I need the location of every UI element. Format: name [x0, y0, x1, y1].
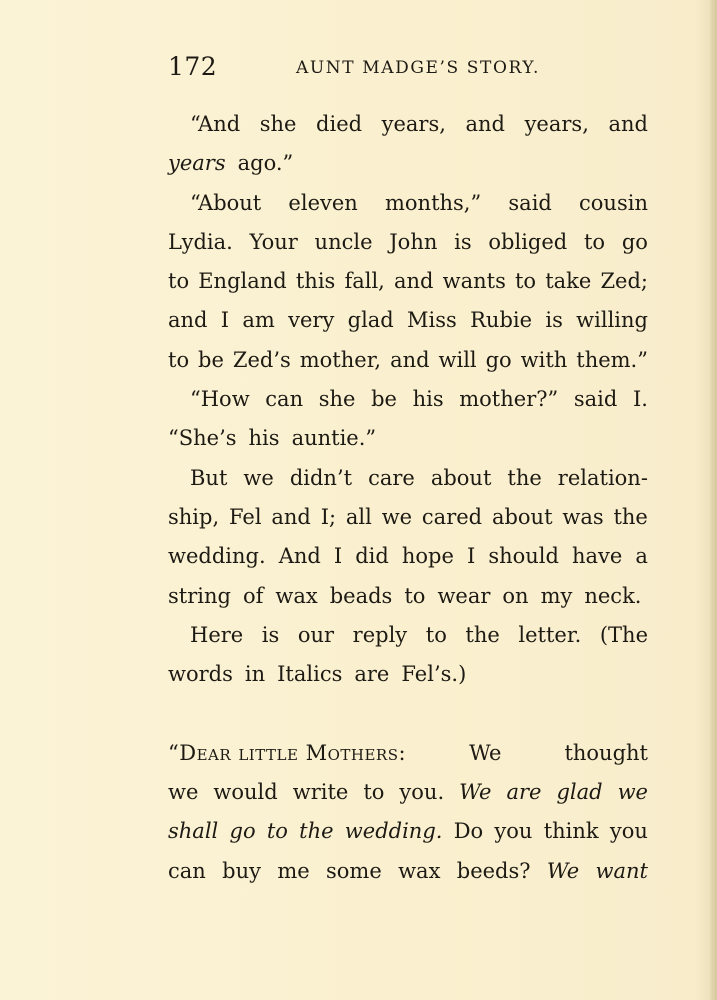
word: go: [485, 347, 512, 372]
word: we: [243, 465, 274, 490]
word: I: [220, 308, 230, 333]
page-edge: [710, 0, 717, 1000]
word: wax: [275, 583, 318, 608]
word: ship,: [168, 504, 220, 529]
word: willing: [576, 308, 648, 333]
word: did: [355, 544, 389, 569]
word: to: [514, 269, 537, 294]
word: mother?”: [459, 387, 559, 412]
word: letter.: [518, 622, 582, 647]
word: died: [316, 112, 363, 136]
word: have: [572, 544, 623, 569]
word: are: [506, 780, 542, 805]
word: me: [277, 858, 310, 883]
word: the: [507, 465, 542, 490]
word: you.: [399, 780, 445, 805]
word: “She’s: [168, 426, 237, 451]
word: relation-: [557, 465, 648, 490]
word: wedding.: [168, 544, 266, 569]
word: obliged: [488, 229, 568, 254]
word: am: [242, 308, 275, 333]
word: go: [621, 229, 648, 254]
word: will: [438, 347, 477, 372]
word: be: [371, 387, 397, 412]
word: years,: [381, 112, 446, 136]
word: said: [573, 387, 618, 412]
word: about: [491, 504, 553, 529]
word: ago.”: [237, 151, 294, 176]
word: hope: [401, 544, 454, 569]
text-line: [168, 341, 648, 380]
word: to: [404, 583, 426, 608]
word: years: [168, 151, 226, 176]
word: about: [430, 465, 492, 490]
body-text: [168, 105, 648, 891]
word: auntie.”: [291, 426, 377, 451]
word: to: [425, 622, 447, 647]
word: cousin: [579, 190, 648, 215]
word: words: [168, 662, 233, 687]
word: think: [543, 819, 599, 844]
text-line: [168, 105, 648, 144]
word: is: [261, 622, 280, 647]
word: to: [363, 780, 385, 805]
text-line: [168, 144, 648, 183]
word: “How: [190, 387, 250, 412]
word: string: [168, 583, 231, 608]
word: my: [540, 583, 573, 608]
text-line: [168, 498, 648, 537]
word: with: [520, 347, 568, 372]
text-line: [168, 734, 648, 773]
text-line: [168, 812, 648, 851]
word: in: [244, 662, 266, 687]
word: buy: [222, 858, 261, 883]
word: very: [288, 308, 335, 333]
word: can: [168, 858, 206, 883]
page-number: 172: [168, 52, 218, 81]
word: should: [488, 544, 559, 569]
word: We: [459, 780, 492, 805]
word: (The: [599, 622, 648, 647]
word: go: [229, 819, 256, 844]
word: the: [613, 504, 648, 529]
word: Fel’s.): [401, 662, 467, 687]
word: And: [278, 544, 321, 569]
text-line: [168, 419, 648, 458]
word: Your: [249, 229, 298, 254]
word: care: [368, 465, 415, 490]
text-line: [168, 773, 648, 812]
word: you: [494, 819, 533, 844]
word: you: [609, 819, 648, 844]
word: We: [546, 858, 580, 883]
text-line: [168, 223, 648, 262]
word: and: [608, 112, 648, 136]
word: this: [295, 269, 336, 294]
word: was: [562, 504, 604, 529]
word: we: [381, 504, 413, 529]
word: glad: [556, 780, 603, 805]
word: is: [545, 308, 563, 333]
word: Do: [453, 819, 484, 844]
word: Zed’s: [232, 347, 291, 372]
word: months,”: [384, 190, 482, 215]
word: some: [325, 858, 382, 883]
word: beads: [329, 583, 393, 608]
word: take: [545, 269, 592, 294]
word: Miss: [407, 308, 457, 333]
word: can: [265, 387, 304, 412]
word: cared: [421, 504, 483, 529]
word: is: [454, 229, 472, 254]
word: I: [333, 544, 343, 569]
text-line: [168, 577, 648, 616]
word: We: [469, 740, 502, 765]
word: to: [168, 269, 190, 294]
word: she: [259, 112, 297, 136]
word: Lydia.: [168, 229, 233, 254]
text-line: [168, 301, 648, 340]
word: wants: [442, 269, 506, 294]
word: said: [508, 190, 552, 215]
word: his: [248, 426, 280, 451]
word: wax: [398, 858, 441, 883]
word: them.”: [576, 347, 648, 372]
word: we: [168, 780, 199, 805]
word: and: [390, 347, 430, 372]
word: fall,: [344, 269, 385, 294]
word: England: [198, 269, 287, 294]
text-line: [168, 655, 648, 694]
word: the: [299, 819, 334, 844]
word: didn’t: [289, 465, 353, 490]
word: eleven: [288, 190, 358, 215]
word: the: [465, 622, 500, 647]
word: “And: [190, 112, 241, 136]
word: I.: [632, 387, 648, 412]
text-line: [168, 459, 648, 498]
text-line: [168, 380, 648, 419]
text-line: [168, 184, 648, 223]
page-header: [168, 52, 648, 84]
word: be: [198, 347, 224, 372]
word: our: [297, 622, 335, 647]
word: shall: [168, 819, 219, 844]
word: years,: [524, 112, 589, 136]
word: wear: [437, 583, 491, 608]
word: John: [389, 229, 438, 254]
word: she: [318, 387, 356, 412]
word: neck.: [584, 583, 642, 608]
word: and: [271, 504, 311, 529]
word: wedding.: [344, 819, 443, 844]
word: beeds?: [456, 858, 531, 883]
word: reply: [352, 622, 408, 647]
word: all: [345, 504, 372, 529]
word: his: [412, 387, 444, 412]
word: a: [635, 544, 648, 569]
word: But: [190, 465, 228, 490]
word: uncle: [314, 229, 373, 254]
word: want: [595, 858, 648, 883]
word: to: [583, 229, 606, 254]
word: would: [213, 780, 278, 805]
word: “About: [190, 190, 262, 215]
word: Italics: [277, 662, 343, 687]
word: of: [242, 583, 264, 608]
word: we: [617, 780, 648, 805]
text-line: [168, 537, 648, 576]
word: thought: [564, 740, 648, 765]
word: glad: [347, 308, 394, 333]
word: on: [502, 583, 529, 608]
text-line: [168, 262, 648, 301]
text-line: [168, 616, 648, 655]
word: mother,: [299, 347, 382, 372]
text-line: [168, 852, 648, 891]
word: write: [292, 780, 349, 805]
word: “Dear little Mothers:: [168, 740, 407, 765]
word: I: [466, 544, 476, 569]
word: Here: [190, 622, 244, 647]
word: Zed;: [600, 269, 648, 294]
word: and: [465, 112, 505, 136]
word: Rubie: [470, 308, 533, 333]
word: and: [168, 308, 208, 333]
paragraph-gap: [168, 694, 648, 733]
word: I;: [320, 504, 337, 529]
word: to: [266, 819, 288, 844]
running-title: AUNT MADGE’S STORY.: [296, 58, 541, 78]
word: and: [393, 269, 434, 294]
word: are: [354, 662, 390, 687]
word: to: [168, 347, 190, 372]
word: Fel: [228, 504, 262, 529]
